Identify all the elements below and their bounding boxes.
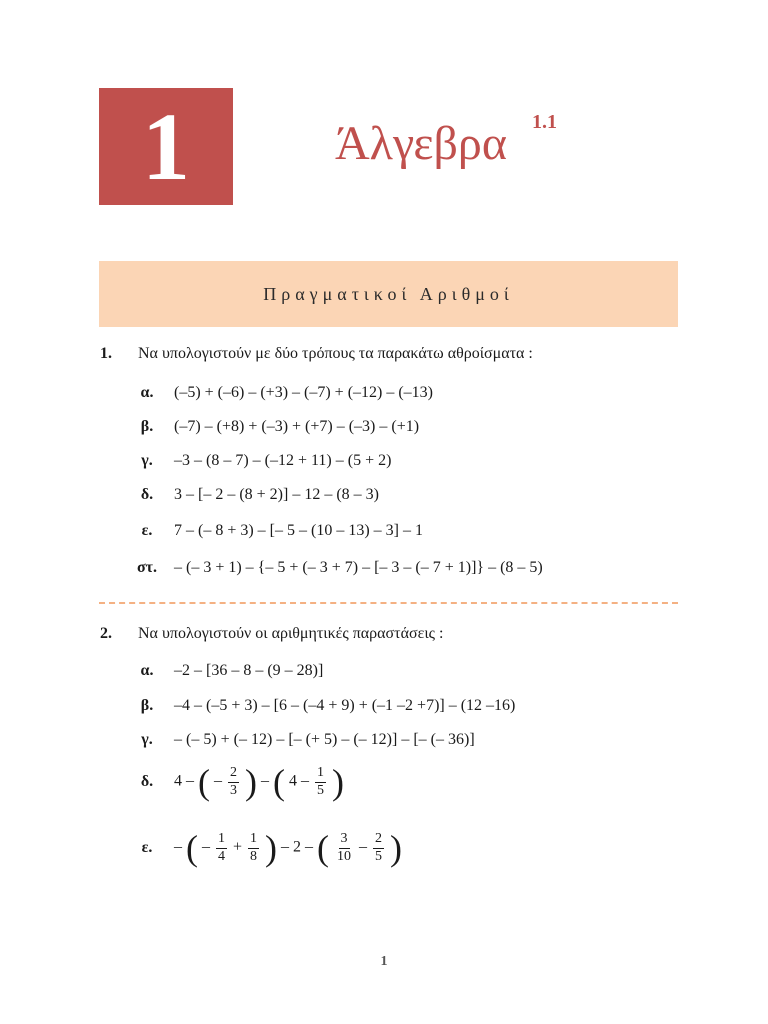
item-expression: 7 – (– 8 + 3) – [– 5 – (10 – 13) – 3] – 1: [174, 522, 423, 539]
item-label: στ.: [136, 559, 158, 576]
numerator: 1: [248, 831, 259, 848]
expr-text: –: [359, 838, 368, 856]
close-paren: ): [265, 828, 278, 868]
open-paren: (: [186, 828, 198, 868]
item-label: γ.: [141, 452, 153, 469]
exercise-item: [120, 384, 433, 402]
item-label: ε.: [141, 839, 153, 856]
expr-text: – 2 –: [281, 838, 314, 856]
exercise-item: [120, 452, 391, 470]
numerator: 2: [373, 831, 384, 848]
fraction: [315, 765, 326, 798]
expr-text: –: [174, 838, 182, 856]
exercise-item: [120, 418, 419, 436]
numerator: 3: [339, 831, 350, 848]
exercise-item: [120, 559, 543, 577]
item-expression: –4 – (–5 + 3) – [6 – (–4 + 9) + (–1 –2 +7)] – (12 –16): [174, 697, 516, 714]
fraction: [228, 765, 239, 798]
item-label: β.: [140, 418, 154, 435]
item-expression: [174, 830, 402, 866]
denominator: 8: [250, 848, 258, 864]
fraction: [373, 831, 384, 864]
chapter-title: Άλγεβρα: [335, 117, 508, 170]
item-expression: 3 – [– 2 – (8 + 2)] – 12 – (8 – 3): [174, 486, 379, 503]
exercise-item: [120, 486, 379, 504]
exercise-item: [120, 522, 423, 540]
exercise-item: [120, 764, 344, 800]
open-paren: (: [273, 762, 285, 802]
question-number: 1.: [100, 345, 112, 362]
open-paren: (: [317, 828, 330, 868]
item-label: α.: [140, 662, 154, 679]
question-prompt: Να υπολογιστούν οι αριθμητικές παραστάσεις :: [138, 625, 444, 642]
open-paren: (: [198, 762, 210, 802]
item-expression: [174, 764, 344, 800]
page-number: 1: [380, 954, 388, 969]
expr-text: 4 –: [289, 772, 309, 790]
item-expression: (–7) – (+8) + (–3) + (+7) – (–3) – (+1): [174, 418, 420, 435]
chapter-number-box: [99, 88, 233, 205]
question-number: 2.: [100, 625, 112, 642]
expr-text: –: [261, 772, 269, 790]
fraction: [216, 831, 227, 864]
question-prompt: Να υπολογιστούν με δύο τρόπους τα παρακάτω αθροίσματα :: [138, 345, 533, 362]
dashed-divider: [99, 602, 678, 604]
denominator: 5: [317, 782, 324, 798]
question-1-heading: [100, 345, 533, 363]
exercise-item: [120, 697, 515, 715]
item-expression: –3 – (8 – 7) – (–12 + 11) – (5 + 2): [174, 452, 392, 469]
item-expression: – (– 5) + (– 12) – [– (+ 5) – (– 12)] – [– (– 36)]: [174, 731, 475, 748]
item-label: δ.: [140, 486, 154, 503]
expr-text: –: [202, 838, 210, 856]
item-label: β.: [140, 697, 154, 714]
numerator: 1: [216, 831, 227, 848]
denominator: 10: [337, 848, 352, 864]
chapter-number: 1: [142, 92, 190, 200]
exercise-item: [120, 662, 323, 680]
section-number: 1.1: [532, 111, 557, 133]
fraction: [335, 831, 353, 864]
denominator: 5: [375, 848, 383, 864]
expr-text: 4 –: [174, 772, 194, 790]
close-paren: ): [245, 762, 257, 802]
item-label: γ.: [141, 731, 153, 748]
numerator: 2: [228, 765, 239, 782]
expr-text: +: [233, 838, 243, 856]
question-2-heading: [100, 625, 443, 643]
item-expression: (–5) + (–6) – (+3) – (–7) + (–12) – (–13): [174, 384, 434, 401]
section-title-bar: [99, 261, 678, 327]
denominator: 4: [218, 848, 225, 864]
numerator: 1: [315, 765, 326, 782]
close-paren: ): [332, 762, 344, 802]
item-expression: –2 – [36 – 8 – (9 – 28)]: [174, 662, 324, 679]
expr-text: –: [214, 772, 222, 790]
section-title: Πραγματικοί Αριθμοί: [263, 283, 514, 304]
item-label: α.: [140, 384, 154, 401]
item-label: ε.: [141, 522, 153, 539]
item-label: δ.: [140, 773, 154, 790]
fraction: [248, 831, 259, 864]
exercise-item: [120, 731, 475, 749]
item-expression: – (– 3 + 1) – {– 5 + (– 3 + 7) – [– 3 – (– 7 + 1)]} – (8 – 5): [174, 559, 543, 576]
close-paren: ): [390, 828, 403, 868]
exercise-item: [120, 830, 402, 866]
denominator: 3: [230, 782, 237, 798]
